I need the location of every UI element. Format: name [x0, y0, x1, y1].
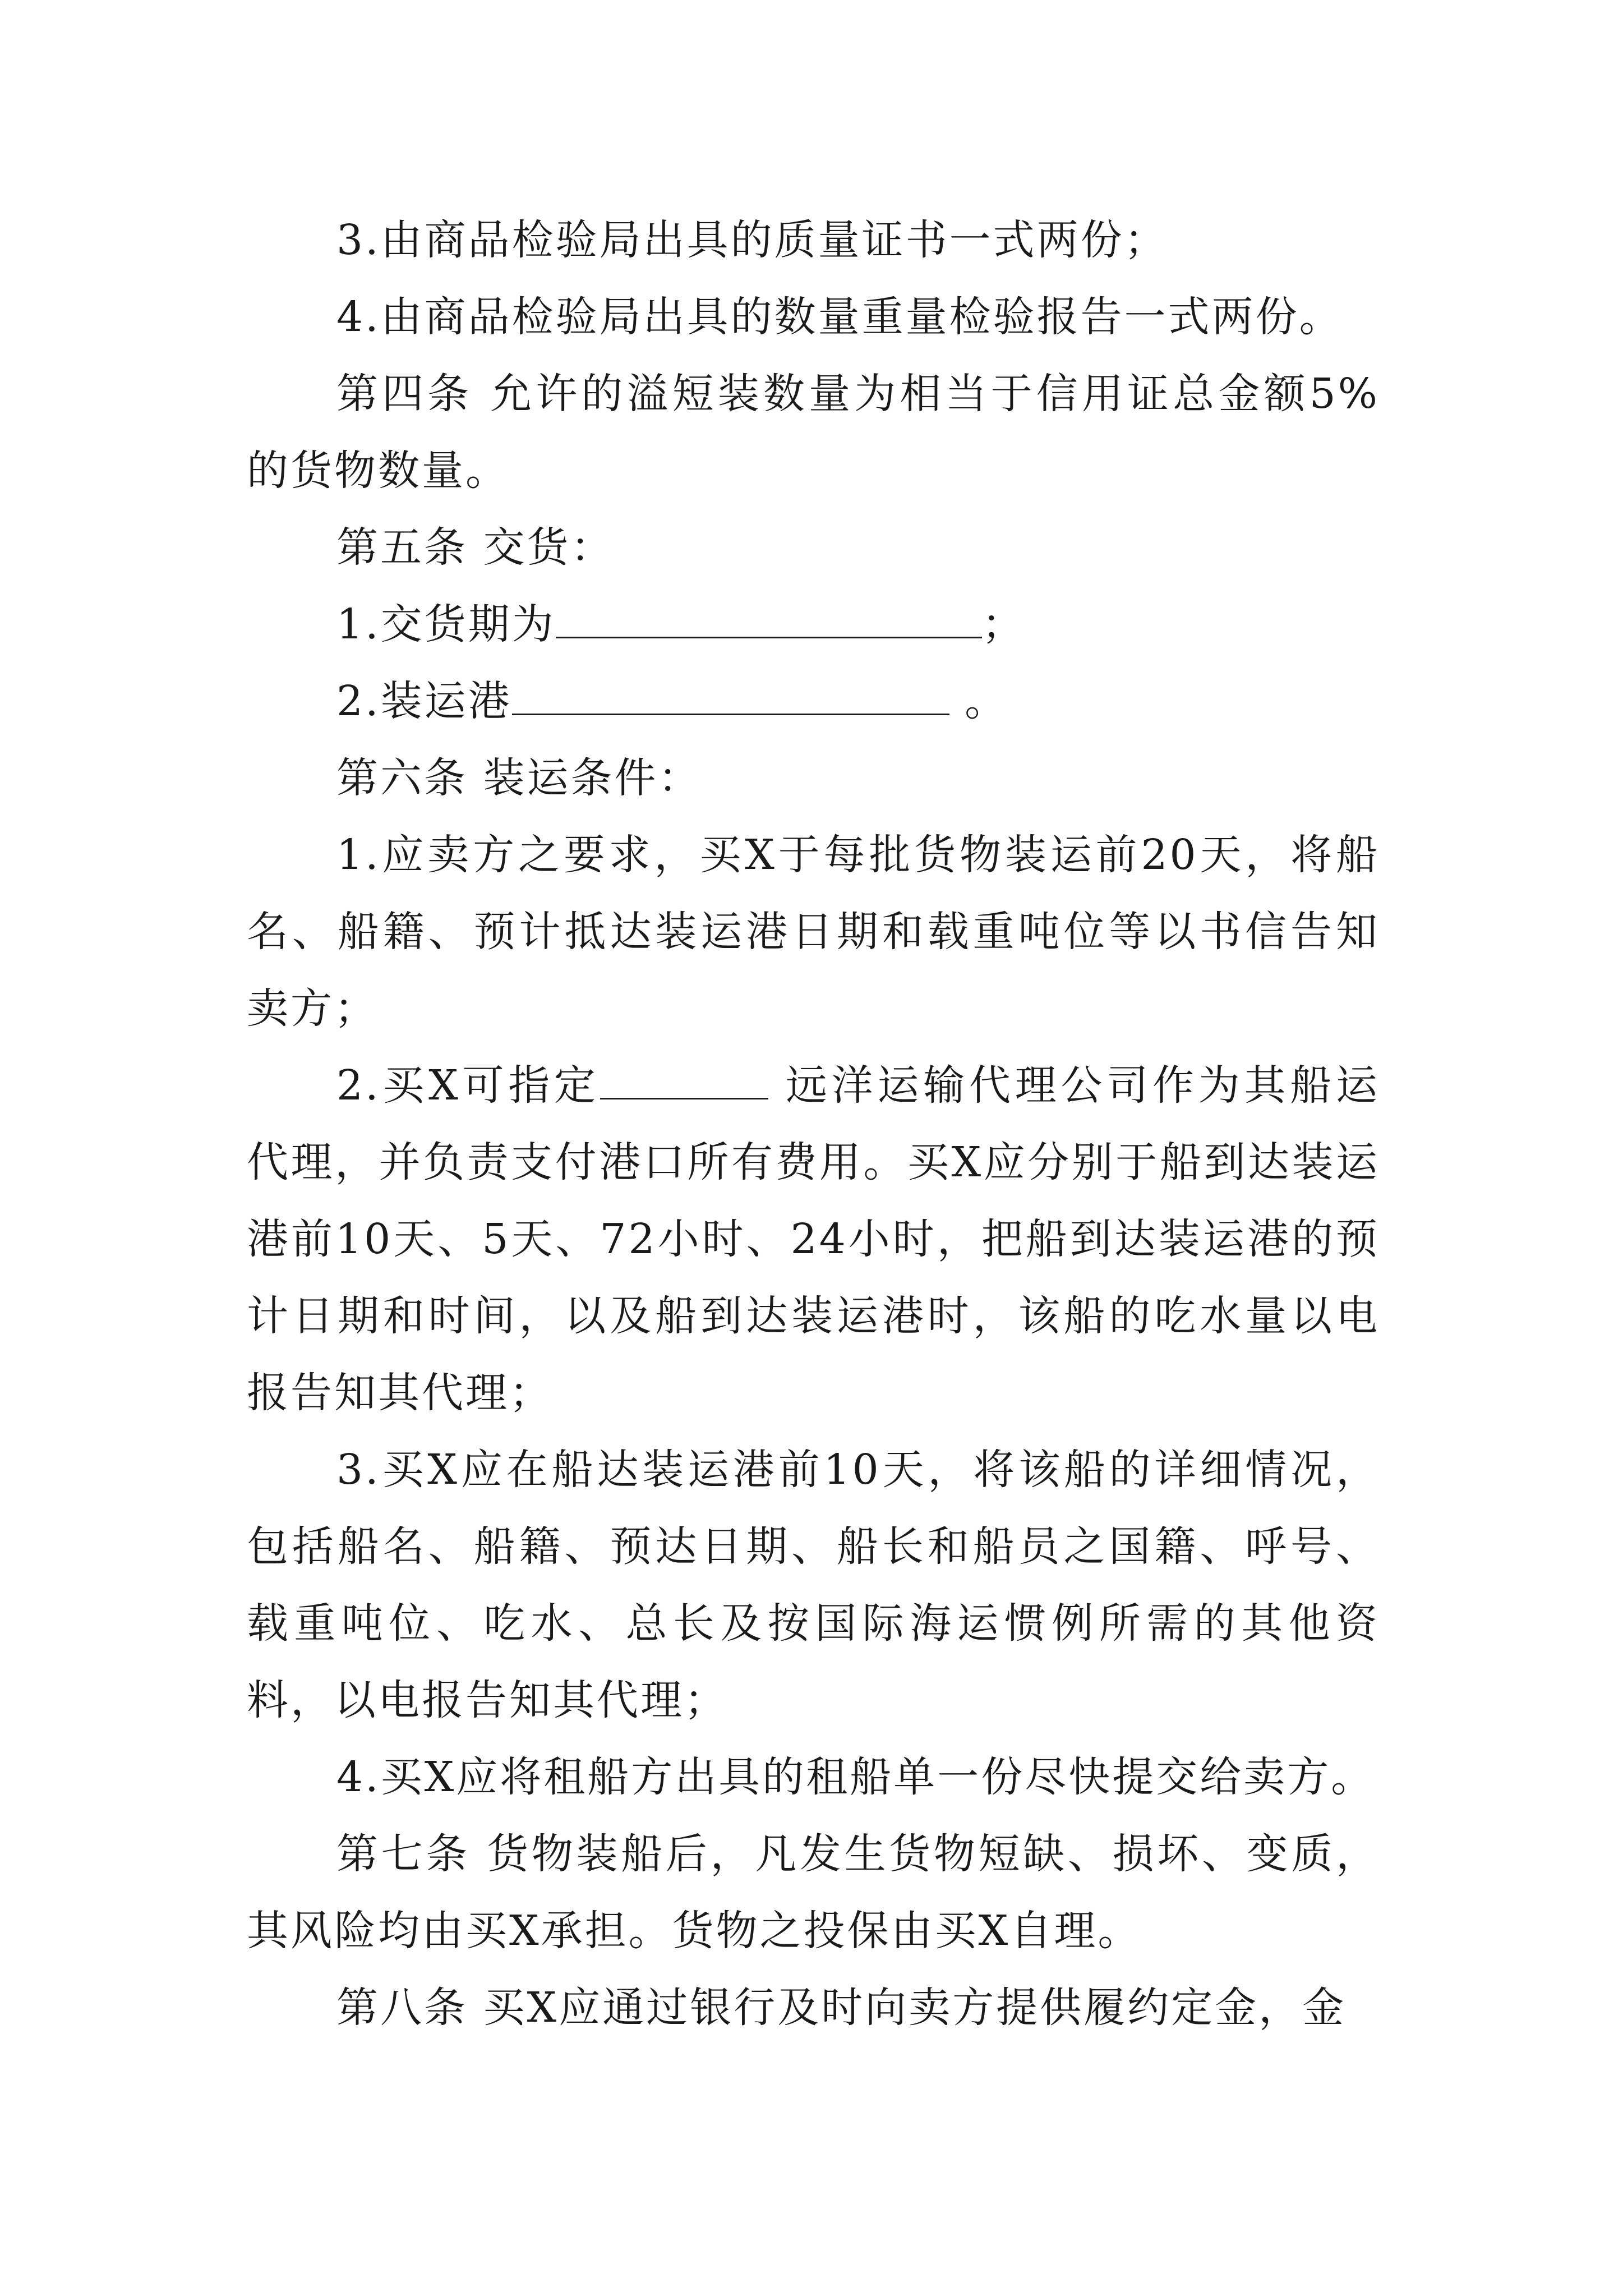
paragraph-quality-certificate	[247, 202, 1380, 279]
paragraph-text: 第五条 交货：	[336, 523, 615, 572]
paragraph-text: 1.应卖方之要求，买X于每批货物装运前20天，将船名、船籍、预计抵达装运港日期和载重吨位等以书信告知卖方；	[247, 831, 1380, 1033]
shipping-agent-blank	[600, 1063, 768, 1099]
paragraph-text-before: 2.买X可指定	[336, 1061, 600, 1110]
paragraph-article-8	[247, 1970, 1380, 2046]
paragraph-text: 第六条 装运条件：	[336, 754, 702, 802]
paragraph-ship-notice	[247, 817, 1380, 1047]
paragraph-text-after: 。	[949, 677, 1009, 725]
paragraph-ship-details	[247, 1432, 1380, 1739]
paragraph-text-after: ；	[981, 600, 1026, 648]
paragraph-article-7	[247, 1816, 1380, 1970]
paragraph-article-6-heading	[247, 740, 1380, 817]
paragraph-inspection-report	[247, 279, 1380, 356]
document-body	[247, 202, 1380, 2046]
paragraph-text: 第七条 货物装船后，凡发生货物短缺、损坏、变质，其风险均由买X承担。货物之投保由买X自理。	[247, 1830, 1380, 1955]
paragraph-article-5-heading	[247, 509, 1380, 586]
paragraph-delivery-period	[247, 586, 1380, 663]
paragraph-charter-party	[247, 1739, 1380, 1816]
paragraph-loading-port	[247, 663, 1380, 740]
paragraph-text-after: 远洋运输代理公司作为其船运代理，并负责支付港口所有费用。买X应分别于船到达装运港前10天、5天、72小时、24小时，把船到达装运港的预计日期和时间，以及船到达装运港时，该船的吃水量以电报告知其代理；	[247, 1061, 1380, 1417]
paragraph-text: 3.由商品检验局出具的质量证书一式两份；	[336, 216, 1168, 264]
paragraph-text: 4.由商品检验局出具的数量重量检验报告一式两份。	[336, 293, 1343, 341]
paragraph-text: 第八条 买X应通过银行及时向卖方提供履约定金，金	[336, 1984, 1347, 2032]
paragraph-shipping-agent	[247, 1047, 1380, 1432]
loading-port-blank	[512, 679, 949, 715]
paragraph-text: 3.买X应在船达装运港前10天，将该船的详细情况，包括船名、船籍、预达日期、船长和船员之国籍、呼号、载重吨位、吃水、总长及按国际海运惯例所需的其他资料，以电报告知其代理；	[247, 1446, 1380, 1724]
paragraph-text-before: 1.交货期为	[336, 600, 556, 648]
paragraph-text-before: 2.装运港	[336, 677, 512, 725]
paragraph-text: 第四条 允许的溢短装数量为相当于信用证总金额5%的货物数量。	[247, 370, 1380, 495]
paragraph-article-4	[247, 356, 1380, 509]
paragraph-text: 4.买X应将租船方出具的租船单一份尽快提交给卖方。	[336, 1753, 1375, 1801]
delivery-period-blank	[556, 602, 982, 638]
